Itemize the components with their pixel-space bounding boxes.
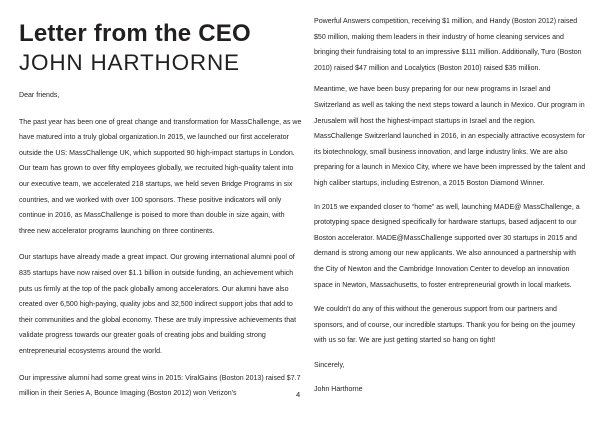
- right-paragraph-4: We couldn't do any of this without the generous support from our partners and sponsors, and of course, our incredible startups. Thank you for being on the journey with us so far. We are just getting started so hang on tight!: [314, 306, 576, 345]
- author-name: JOHN HARTHORNE: [19, 50, 240, 75]
- left-paragraph-1: The past year has been one of great change and transformation for MassChallenge, as we have matured into a truly global organization.In 2015, we launched our first accelerator outside the US: MassChallenge UK, which supported 90 high-impact startups in London. Our team has grown to over fifty employees globally, we recruited high-quality talent into our executive team, we accelerated 218 startups, we held seven Bridge Programs in six countries, and we worked with over 100 sponsors. These positive indicators will only continue in 2016, as MassChallenge is poised to more than double in size again, with three new accelerator programs launching on three continents.: [19, 118, 302, 235]
- left-paragraph-2: Our startups have already made a great impact. Our growing international alumni pool of 835 startups have now raised over $1.1 billion in outside funding, an achievement which puts us firmly at the top of the pack globally among accelerators. Our alumni have also created over 6,500 high-paying, quality jobs and 32,500 indirect support jobs that add to their communities and the global economy. These are truly impressive achievements that validate progress towards our greater goals of creating jobs and building strong entrepreneurial ecosystems around the world.: [19, 254, 297, 355]
- right-paragraph-1: Powerful Answers competition, receiving $1 million, and Handy (Boston 2012) raised $50 million, making them leaders in their industry of home cleaning services and bringing their fundraising total to an impressive $111 million. Additionally, Turo (Boston 2010) raised $47 million and Localytics (Boston 2010) raised $35 million.: [314, 18, 582, 72]
- letter-title: Letter from the CEO: [19, 20, 251, 47]
- right-paragraph-2: Meantime, we have been busy preparing for our new programs in Israel and Switzerland as well as taking the next steps toward a launch in Mexico. Our program in Jerusalem will host the highest-impact startups in Israel and the region. MassChallenge Switzerland launched in 2016, in an especially attractive ecosystem for its biotechnology, small business innovation, and large industry links. We are also preparing for a launch in Mexico City, where we have been impressed by the talent and high caliber startups, including Estrenon, a 2015 Boston Diamond Winner.: [314, 86, 586, 187]
- closing: Sincerely,: [314, 361, 345, 369]
- greeting: Dear friends,: [19, 92, 60, 99]
- right-paragraph-3: In 2015 we expanded closer to “home” as well, launching MADE@ MassChallenge, a prototyping space designed specifically for hardware startups, based adjacent to our Boston accelerator. MADE@MassChallenge supported over 30 startups in 2015 and demand is strong among our new applicants. We also announced a partnership with the City of Newton and the Cambridge Innovation Center to develop an innovation space in Newton, Massachusetts, to foster entrepreneurial growth in local markets.: [314, 203, 580, 289]
- page-number: 4: [296, 390, 301, 399]
- right-column: [314, 14, 586, 406]
- left-paragraph-3: Our impressive alumni had some great wins in 2015: ViralGains (Boston 2013) raised $7.7 million in their Series A, Bounce Imaging (Boston 2012) won Verizon's: [19, 374, 301, 398]
- left-column: [19, 88, 302, 409]
- signature: John Harthorne: [314, 386, 363, 394]
